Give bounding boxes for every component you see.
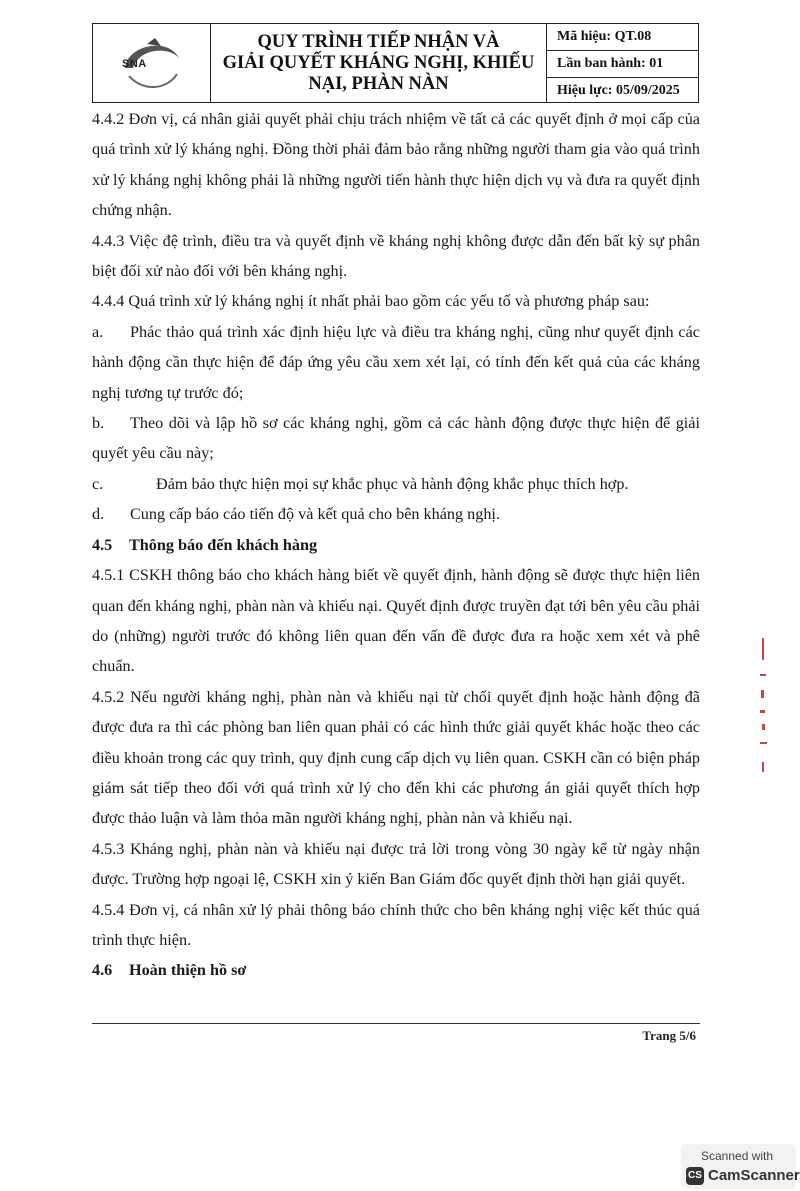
paragraph-4-4-3: 4.4.3 Việc đệ trình, điều tra và quyết định về kháng nghị không được dẫn đến bất kỳ sự phân biệt đối xử nào đối với bên kháng nghị.: [92, 231, 700, 281]
meta-cell: [547, 24, 698, 102]
side-stamp-marks: [756, 632, 772, 782]
section-heading-4-5: [92, 530, 700, 560]
paragraph-4-5-4: 4.5.4 Đơn vị, cá nhân xử lý phải thông báo chính thức cho bên kháng nghị việc kết thúc quá trình thực hiện.: [92, 900, 700, 949]
effective-row: [547, 77, 698, 103]
doc-code-value: QT.08: [614, 29, 652, 44]
doc-code-row: [547, 24, 698, 50]
section-number: 4.6: [92, 961, 113, 980]
footer-divider: [92, 1023, 700, 1024]
logo-cell: [93, 24, 211, 102]
list-letter: c.: [92, 474, 104, 493]
page-number: Trang 5/6: [642, 1028, 696, 1043]
title-line-2: GIẢI QUYẾT KHÁNG NGHỊ, KHIẾU: [222, 52, 535, 73]
camscanner-watermark: [681, 1144, 800, 1189]
paragraph-4-5-2: 4.5.2 Nếu người kháng nghị, phàn nàn và khiếu nại từ chối quyết định hoặc hành động đã được đưa ra thì các phòng ban liên quan phải có các hình thức giải quyết khác hoặc theo các điều khoản trong các quy trình, quy định cung cấp dịch vụ liên quan. CSKH cần có biện pháp giám sát tiếp theo đối với quá trình xử lý cho đến khi các phương án giải quyết thích hợp được thảo luận và làm thỏa mãn người kháng nghị, phàn nàn và khiếu nại.: [92, 687, 700, 828]
list-item-text: Đảm bảo thực hiện mọi sự khắc phục và hành động khắc phục thích hợp.: [156, 474, 629, 493]
title-cell: [211, 24, 547, 102]
list-item-d: [92, 499, 700, 529]
list-item-c: [92, 469, 700, 499]
document-title: [219, 32, 539, 95]
list-letter: a.: [92, 322, 104, 341]
camscanner-icon: CS: [686, 1167, 704, 1185]
paragraph-4-5-1: 4.5.1 CSKH thông báo cho khách hàng biết về quyết định, hành động sẽ được thực hiện liên quan đến kháng nghị, phàn nàn và khiếu nại. Quyết định được truyền đạt tới bên yêu cầu phải do (những) người trước đó không liên quan đến vấn đề được đưa ra hoặc xem xét và phê chuẩn.: [92, 566, 700, 676]
scanned-with-text: Scanned with: [701, 1149, 774, 1163]
list-item-a: [92, 317, 700, 408]
list-item-text: Theo dõi và lập hồ sơ các kháng nghị, gồm cả các hành động được thực hiện để giải quyết yêu cầu này;: [92, 414, 700, 463]
section-number: 4.5: [92, 535, 113, 554]
effective-label: Hiệu lực:: [557, 82, 613, 98]
logo-text: SNA: [122, 58, 147, 70]
edition-row: [547, 50, 698, 76]
document-header: [92, 23, 699, 103]
paragraph-4-4-2: 4.4.2 Đơn vị, cá nhân giải quyết phải chịu trách nhiệm về tất cả các quyết định ở mọi cấp của quá trình xử lý kháng nghị. Đồng thời phải đảm bảo rằng những người tham gia vào quá trình xử lý kháng nghị không phải là những người tiến hành thực hiện dịch vụ và đưa ra quyết định chứng nhận.: [92, 110, 700, 220]
paragraph-4-4-4: 4.4.4 Quá trình xử lý kháng nghị ít nhất phải bao gồm các yếu tố và phương pháp sau:: [92, 292, 650, 311]
edition-value: 01: [649, 56, 664, 72]
list-letter: d.: [92, 505, 105, 524]
section-title: Hoàn thiện hồ sơ: [129, 961, 247, 980]
effective-date: 05/09/2025: [615, 82, 680, 98]
doc-code-label: Mã hiệu:: [557, 29, 612, 44]
document-body: [92, 104, 700, 986]
list-item-text: Cung cấp báo cáo tiến độ và kết quả cho bên kháng nghị.: [130, 505, 500, 524]
paragraph-4-5-3: 4.5.3 Kháng nghị, phàn nàn và khiếu nại được trả lời trong vòng 30 ngày kể từ ngày nhận được. Trường hợp ngoại lệ, CSKH xin ý kiến Ban Giám đốc quyết định thời hạn giải quyết.: [92, 839, 700, 889]
title-line-3: NẠI, PHÀN NÀN: [308, 73, 449, 94]
list-item-text: Phác thảo quá trình xác định hiệu lực và điều tra kháng nghị, cũng như quyết định các hành động cần thực hiện để đáp ứng yêu cầu xem xét lại, có tính đến kết quả của các kháng nghị tương tự trước đó;: [92, 322, 700, 402]
section-heading-4-6: [92, 955, 700, 985]
list-item-b: [92, 408, 700, 469]
title-line-1: QUY TRÌNH TIẾP NHẬN VÀ: [257, 31, 500, 52]
edition-label: Lần ban hành:: [557, 56, 646, 72]
section-title: Thông báo đến khách hàng: [129, 535, 318, 554]
list-letter: b.: [92, 414, 105, 433]
camscanner-name: CamScanner: [708, 1167, 800, 1184]
